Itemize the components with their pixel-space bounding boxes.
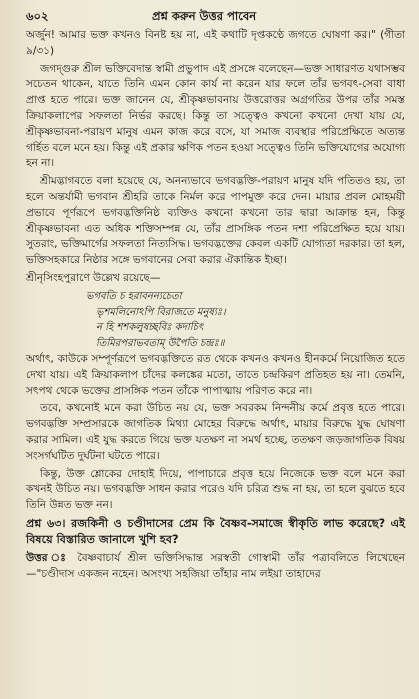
answer-text: বৈষ্ণবাচার্য শ্রীল ভক্তিসিদ্ধান্ত সরস্বতী গোস্বামী তাঁর পত্রাবলিতে লিখেছেন—"চণ্ডীদাস একজন নহেন। অসংখ্য সহজিয়া তাঁহার নাম লইয়া তাহাদের <box>26 551 405 580</box>
paragraph-conclusion: কিন্তু, উক্ত শ্লোকের দোহাই দিয়ে, পাপাচারে প্রবৃত্ত হয়ে নিজেকে ভক্ত বলে মনে করা কখনই উচিত নয়। ভগবদ্ভক্তি সাধন করার পরেও যদি চরিত্র শুদ্ধ না হয়, তা হলে বুঝতে হবে তিনি উন্নত ভক্ত নন। <box>26 467 405 512</box>
verse-line: ভৃশমলিনোঽপি বিরাজতে মনুষ্যঃ। <box>96 306 226 318</box>
running-title: প্রশ্ন করুন উত্তর পাবেন <box>152 9 257 23</box>
answer-label: উত্তর ঃ <box>26 551 70 564</box>
verse-line: ভগবতি চ হরাবনন্যচেতা <box>86 290 182 302</box>
paragraph-meaning: অর্থাৎ, কাউকে সম্পূর্ণরূপে ভগবদ্ভক্তিতে রত থেকে কখনও কখনও হীনকর্মে নিয়োজিত হতে দেখা যায়। এই ক্রিয়াকলাপ চাঁদের কলঙ্কের মতো, তাতে চন্দ্রকিরণ প্রতিহত হয় না। তেমনি, সৎপথ থেকে ভক্তের প্রাসঙ্গিক পতন তাঁকে পাপাত্মায় পরিণত করে না। <box>26 352 405 397</box>
question-63 <box>26 516 405 549</box>
sanskrit-verse <box>26 289 405 352</box>
paragraph-gita-quote: অর্জুন! আমার ভক্ত কখনও বিনষ্ট হয় না, এই কথাটি দৃপ্তকণ্ঠে জগতে ঘোষণা কর।" (গীতা ৯/৩১) <box>26 29 405 57</box>
page-number: ৬০২ <box>26 9 49 23</box>
answer-63 <box>26 551 405 583</box>
paragraph-prabhupada: জগদ্গুরু শ্রীল ভক্তিবেদান্ত স্বামী প্রভুপাদ এই প্রসঙ্গে বলেছেন—ভক্ত সাধারণত যথাসম্ভব সচেতন থাকেন, যাতে তিনি এমন কোন কার্য না করেন যার ফলে তাঁর ভগবৎ-সেবা বাধা প্রাপ্ত হতে পারে। ভক্ত জানেন যে, শ্রীকৃষ্ণভাবনায় উত্তরোত্তর অগ্রগতির উপর তাঁর সমস্ত ক্রিয়াকলাপের সফলতা নির্ভর করছে। কিন্তু তা সত্ত্বেও কখনো কখনো দেখা যায় যে, শ্রীকৃষ্ণভাবনা-পরায়ণ মানুষ এমন কাজ করে বসে, যা সমাজ ব্যবস্থার পরিপ্রেক্ষিতে অত্যন্ত গর্হিত বলে মনে হয়। কিন্তু এই প্রকার ক্ষণিক পতন হওয়া সত্ত্বেও তিনি ভক্তিযোগের অযোগ্য হন না। <box>26 62 405 170</box>
paragraph-caution: তবে, কখনোই মনে করা উচিত নয় যে, ভক্ত সবরকম নিন্দনীয় কর্মে প্রবৃত্ত হতে পারে। ভগবদ্ভক্তি সম্প্রসারকে জাগতিক মিথ্যা মোহের বিরুদ্ধে অর্থাৎ, মায়ার বিরুদ্ধে যুদ্ধ ঘোষণা করার সামিল। এই যুদ্ধ করতে গিয়ে ভক্ত যতক্ষণ না সমর্থ হচ্ছে, ততক্ষণ জড়জাগতিক বিষয় সংসর্গঘটিত দুর্ঘটনা ঘটতে পারে। <box>26 402 405 462</box>
verse-line: তিমিরপরাভবতাম্ উপৈতি চন্দ্রঃ॥ <box>96 338 225 350</box>
question-label: প্রশ্ন ৬৩। <box>26 516 66 530</box>
verse-line: ন হি শশকলুষচ্ছবিঃ কদাচিৎ <box>96 322 204 334</box>
page-header <box>26 8 405 24</box>
question-text: রজকিনী ও চণ্ডীদাসের প্রেম কি বৈষ্ণব-সমাজে স্বীকৃতি লাভ করেছে? এই বিষয়ে বিস্তারিত জানালে খুশি হব? <box>26 516 405 547</box>
paragraph-bhagavatam: শ্রীমদ্ভাগবতে বলা হয়েছে যে, অনন্যভাবে ভগবদ্ভক্তি-পরায়ণ মানুষ যদি পতিতও হয়, তা হলে অন্তর্যামী ভগবান শ্রীহরি তাকে নির্মল করে পাপমুক্ত করে দেন। মায়ার প্রবল মোহময়ী প্রভাবে পূর্ণরূপে ভগবদ্ভক্তিনিষ্ঠ ব্যক্তিও কখনো কখনো তার দ্বারা আক্রান্ত হন, কিন্তু শ্রীকৃষ্ণভাবনা এত অধিক শক্তিসম্পন্ন যে, তাঁর প্রাসঙ্গিক পতন দশা পরিপ্রেক্ষিত হয়ে যায়। সুতরাং, ভক্তিমার্গের সফলতা নিত্যসিদ্ধ। ভগবদ্ভক্তের কেবল একটি যোগ্যতা দরকার। তা হল, ভক্তিসহকারে নিষ্ঠার সঙ্গে ভগবানের সেবা করার ঐকান্তিক ইচ্ছা। <box>26 175 405 267</box>
paragraph-nrisimha-intro: শ্রীনৃসিংহপুরাণে উল্লেখ রয়েছে— <box>26 271 161 284</box>
